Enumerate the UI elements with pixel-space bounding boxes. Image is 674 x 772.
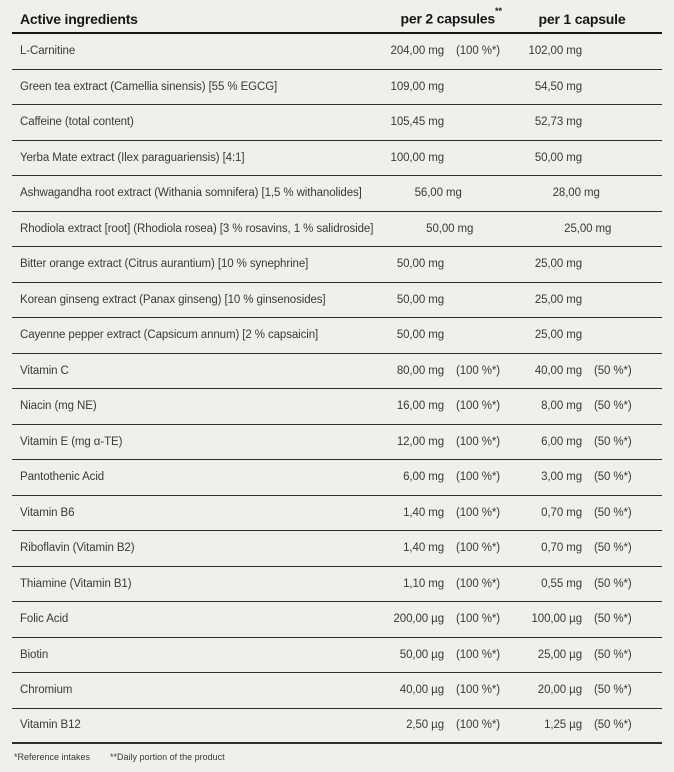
ingredient-name: Rhodiola extract [root] (Rhodiola rosea) [3 % rosavins, 1 % salidroside] xyxy=(20,222,374,235)
per-2-capsules-amount: 56,00 mg xyxy=(414,187,462,200)
per-2-capsules-amount: 6,00 mg xyxy=(403,471,444,484)
daily-portion-footnote-marker: ** xyxy=(494,6,502,17)
per-2-capsules-amount: 50,00 mg xyxy=(426,222,474,235)
ingredient-name: Green tea extract (Camellia sinensis) [55 % EGCG] xyxy=(20,80,278,93)
per-2-capsules-percent: (100 %*) xyxy=(456,45,500,58)
per-1-capsule-percent: (50 %*) xyxy=(594,471,632,484)
per-2-capsules-percent: (100 %*) xyxy=(456,684,500,697)
per-1-capsule-percent: (50 %*) xyxy=(594,613,632,626)
per-1-capsule-amount: 6,00 mg xyxy=(541,435,582,448)
ingredient-name: Biotin xyxy=(20,648,49,661)
per-2-capsules-amount: 1,10 mg xyxy=(403,577,444,590)
table-row xyxy=(12,602,662,638)
per-2-capsules-amount: 100,00 mg xyxy=(390,151,444,164)
per-1-capsule-amount: 50,00 mg xyxy=(534,151,582,164)
per-1-capsule-amount: 0,70 mg xyxy=(541,542,582,555)
per-1-capsule-percent: (50 %*) xyxy=(594,364,632,377)
per-1-capsule-amount: 40,00 mg xyxy=(534,364,582,377)
per-1-capsule-percent: (50 %*) xyxy=(594,435,632,448)
per-1-capsule-percent: (50 %*) xyxy=(594,400,632,413)
table-row xyxy=(12,34,662,70)
ingredient-name: Vitamin B6 xyxy=(20,506,75,519)
table-row xyxy=(12,460,662,496)
per-1-capsule-amount: 20,00 µg xyxy=(537,684,582,697)
column-header-per-2-capsules xyxy=(344,6,502,27)
table-row xyxy=(12,496,662,532)
per-2-capsules-percent: (100 %*) xyxy=(456,506,500,519)
per-1-capsule-percent: (50 %*) xyxy=(594,506,632,519)
per-1-capsule-percent: (50 %*) xyxy=(594,684,632,697)
ingredient-name: Pantothenic Acid xyxy=(20,471,105,484)
column-header-per-2-capsules-label: per 2 capsules xyxy=(400,10,495,27)
per-2-capsules-amount: 40,00 µg xyxy=(399,684,444,697)
table-row xyxy=(12,354,662,390)
table-row xyxy=(12,425,662,461)
table-row xyxy=(12,247,662,283)
per-1-capsule-amount: 102,00 mg xyxy=(528,45,582,58)
per-2-capsules-amount: 80,00 mg xyxy=(396,364,444,377)
per-1-capsule-amount: 3,00 mg xyxy=(541,471,582,484)
per-2-capsules-percent: (100 %*) xyxy=(456,648,500,661)
ingredient-name: Niacin (mg NE) xyxy=(20,400,97,413)
ingredient-name: Vitamin E (mg α-TE) xyxy=(20,435,123,448)
per-2-capsules-percent: (100 %*) xyxy=(456,613,500,626)
table-row xyxy=(12,709,662,745)
per-2-capsules-percent: (100 %*) xyxy=(456,471,500,484)
ingredient-name: Chromium xyxy=(20,684,73,697)
per-1-capsule-percent: (50 %*) xyxy=(594,577,632,590)
table-row xyxy=(12,389,662,425)
per-1-capsule-amount: 25,00 µg xyxy=(537,648,582,661)
table-row xyxy=(12,105,662,141)
ingredient-name: Riboflavin (Vitamin B2) xyxy=(20,542,135,555)
table-container xyxy=(12,0,662,762)
ingredient-name: Yerba Mate extract (Ilex paraguariensis) [4:1] xyxy=(20,151,245,164)
table-row xyxy=(12,638,662,674)
per-2-capsules-amount: 50,00 mg xyxy=(396,293,444,306)
per-2-capsules-amount: 50,00 mg xyxy=(396,258,444,271)
column-header-active-ingredients: Active ingredients xyxy=(20,10,138,27)
table-body xyxy=(12,34,662,744)
ingredient-name: Vitamin B12 xyxy=(20,719,81,732)
per-1-capsule-amount: 0,55 mg xyxy=(541,577,582,590)
per-2-capsules-amount: 200,00 µg xyxy=(393,613,444,626)
per-2-capsules-percent: (100 %*) xyxy=(456,400,500,413)
per-2-capsules-amount: 2,50 µg xyxy=(406,719,444,732)
ingredient-name: Ashwagandha root extract (Withania somnifera) [1,5 % withanolides] xyxy=(20,187,362,200)
ingredient-name: Cayenne pepper extract (Capsicum annum) [2 % capsaicin] xyxy=(20,329,319,342)
table-row xyxy=(12,318,662,354)
per-2-capsules-amount: 50,00 µg xyxy=(399,648,444,661)
table-row xyxy=(12,673,662,709)
per-2-capsules-amount: 16,00 mg xyxy=(396,400,444,413)
table-row xyxy=(12,531,662,567)
per-1-capsule-percent: (50 %*) xyxy=(594,719,632,732)
table-row xyxy=(12,283,662,319)
per-2-capsules-amount: 1,40 mg xyxy=(403,506,444,519)
per-1-capsule-percent: (50 %*) xyxy=(594,542,632,555)
per-1-capsule-amount: 1,25 µg xyxy=(544,719,582,732)
table-row xyxy=(12,70,662,106)
ingredient-name: Folic Acid xyxy=(20,613,69,626)
column-header-per-1-capsule: per 1 capsule xyxy=(538,10,626,27)
per-1-capsule-amount: 25,00 mg xyxy=(534,293,582,306)
ingredient-name: Bitter orange extract (Citrus aurantium) [10 % synephrine] xyxy=(20,258,309,271)
per-2-capsules-percent: (100 %*) xyxy=(456,719,500,732)
per-2-capsules-amount: 1,40 mg xyxy=(403,542,444,555)
ingredient-name: Korean ginseng extract (Panax ginseng) [10 % ginsenosides] xyxy=(20,293,326,306)
per-1-capsule-amount: 25,00 mg xyxy=(564,222,612,235)
per-1-capsule-amount: 8,00 mg xyxy=(541,400,582,413)
per-2-capsules-percent: (100 %*) xyxy=(456,542,500,555)
per-1-capsule-percent: (50 %*) xyxy=(594,648,632,661)
per-2-capsules-percent: (100 %*) xyxy=(456,435,500,448)
per-2-capsules-amount: 12,00 mg xyxy=(396,435,444,448)
per-2-capsules-amount: 109,00 mg xyxy=(390,80,444,93)
per-1-capsule-amount: 25,00 mg xyxy=(534,258,582,271)
per-1-capsule-amount: 52,73 mg xyxy=(534,116,582,129)
ingredient-name: Caffeine (total content) xyxy=(20,116,134,129)
table-row xyxy=(12,141,662,177)
per-1-capsule-amount: 54,50 mg xyxy=(534,80,582,93)
ingredient-name: Thiamine (Vitamin B1) xyxy=(20,577,132,590)
per-1-capsule-amount: 100,00 µg xyxy=(531,613,582,626)
per-2-capsules-amount: 105,45 mg xyxy=(390,116,444,129)
ingredient-name: L-Carnitine xyxy=(20,45,76,58)
footnotes xyxy=(12,744,662,762)
per-1-capsule-amount: 25,00 mg xyxy=(534,329,582,342)
ingredient-name: Vitamin C xyxy=(20,364,69,377)
table-row xyxy=(12,212,662,248)
reference-intakes-note: *Reference intakes xyxy=(14,752,91,762)
per-1-capsule-amount: 0,70 mg xyxy=(541,506,582,519)
table-row xyxy=(12,176,662,212)
per-2-capsules-percent: (100 %*) xyxy=(456,364,500,377)
per-2-capsules-amount: 50,00 mg xyxy=(396,329,444,342)
table-header-row xyxy=(12,0,662,34)
table-row xyxy=(12,567,662,603)
per-2-capsules-amount: 204,00 mg xyxy=(390,45,444,58)
per-1-capsule-amount: 28,00 mg xyxy=(552,187,600,200)
per-2-capsules-percent: (100 %*) xyxy=(456,577,500,590)
daily-portion-note: **Daily portion of the product xyxy=(110,752,225,762)
